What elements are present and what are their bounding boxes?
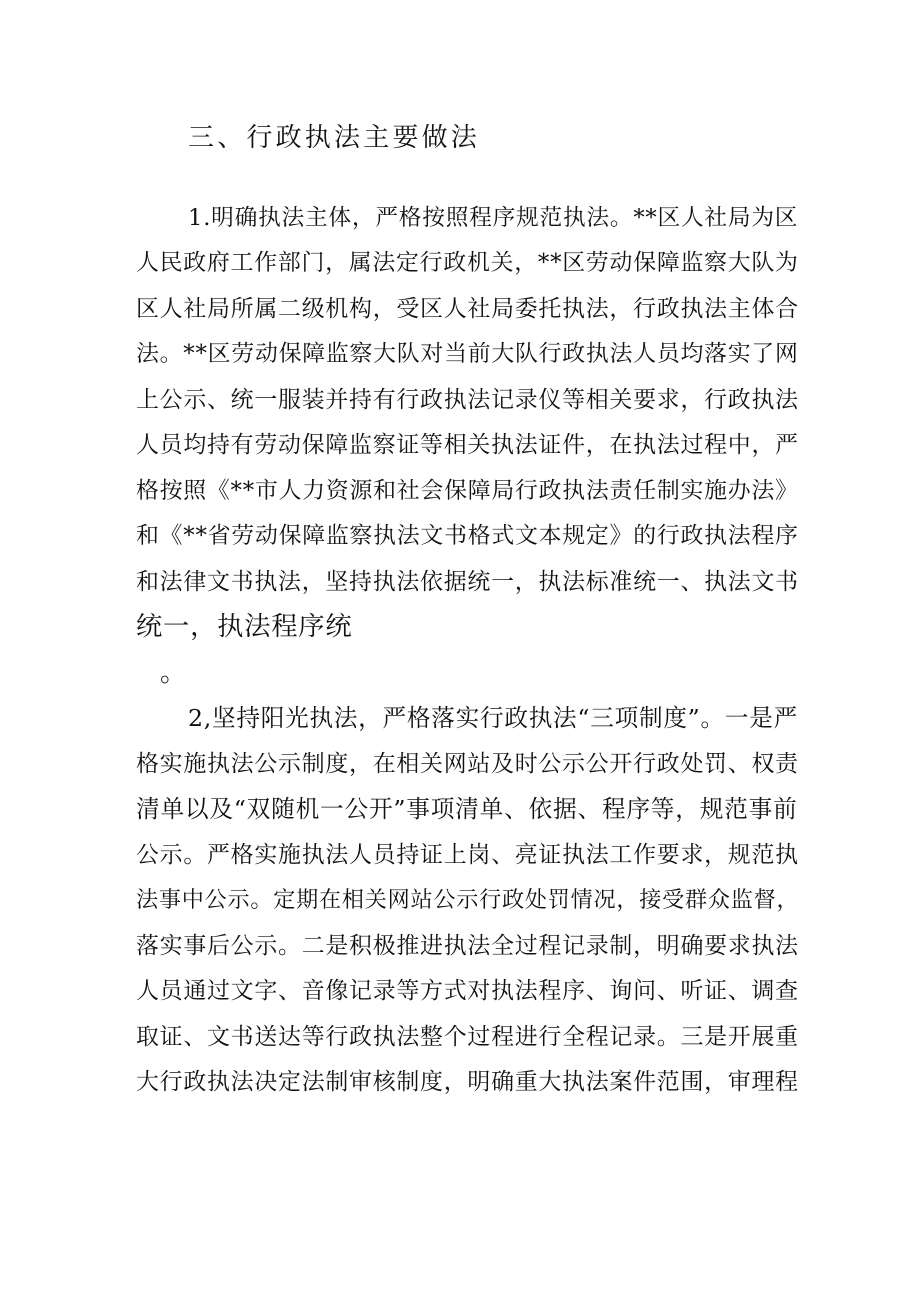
paragraph-2-line: 取证、文书送达等行政执法整个过程进行全程记录。三是开展重 <box>136 1024 799 1050</box>
paragraph-1-line: 和法律文书执法，坚持执法依据统一，执法标准统一、执法文书 <box>136 569 799 595</box>
section-heading: 三、行政执法主要做法 <box>188 123 481 153</box>
paragraph-1-line: 人民政府工作部门，属法定行政机关，**区劳动保障监察大队为 <box>136 250 799 276</box>
paragraph-1-line: 区人社局所属二级机构，受区人社局委托执法，行政执法主体合 <box>136 296 799 322</box>
paragraph-1-trailing-mark: 。 <box>160 658 188 688</box>
paragraph-1-line: 统一，执法程序统 <box>136 612 353 642</box>
paragraph-2-line: 大行政执法决定法制审核制度，明确重大执法案件范围，审理程 <box>136 1069 799 1095</box>
paragraph-1-line: 上公示、统一服装并持有行政执法记录仪等相关要求，行政执法 <box>136 387 799 413</box>
paragraph-1-line: 格按照《**市人力资源和社会保障局行政执法责任制实施办法》 <box>136 478 799 504</box>
paragraph-2-line: 人员通过文字、音像记录等方式对执法程序、询问、听证、调查 <box>136 978 799 1004</box>
paragraph-1-line: 法。**区劳动保障监察大队对当前大队行政执法人员均落实了网 <box>136 341 799 367</box>
paragraph-2-line: 清单以及“双随机一公开”事项清单、依据、程序等，规范事前 <box>136 795 798 823</box>
paragraph-2-line: 2,坚持阳光执法，严格落实行政执法“三项制度”。一是严 <box>188 704 798 732</box>
paragraph-1-line: 和《**省劳动保障监察执法文书格式文本规定》的行政执法程序 <box>136 523 799 549</box>
paragraph-2-line: 格实施执法公示制度，在相关网站及时公示公开行政处罚、权责 <box>136 751 799 777</box>
paragraph-2-line: 公示。严格实施执法人员持证上岗、亮证执法工作要求，规范执 <box>136 842 799 868</box>
paragraph-2-line: 落实事后公示。二是积极推进执法全过程记录制，明确要求执法 <box>136 933 799 959</box>
paragraph-2-line: 法事中公示。定期在相关网站公示行政处罚情况，接受群众监督， <box>136 887 800 913</box>
paragraph-1-line: 人员均持有劳动保障监察证等相关执法证件，在执法过程中，严 <box>136 432 799 458</box>
paragraph-1-line: 1.明确执法主体，严格按照程序规范执法。**区人社局为区 <box>188 205 799 231</box>
